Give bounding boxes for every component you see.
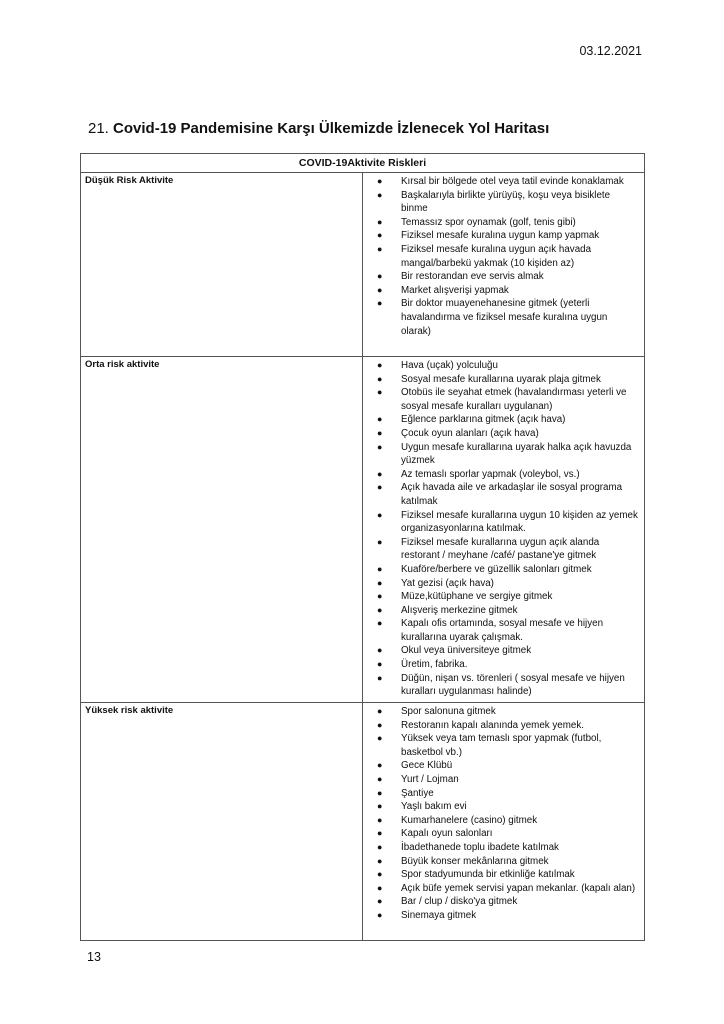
activity-text: Çocuk oyun alanları (açık hava) — [401, 427, 539, 439]
activity-text: Market alışverişi yapmak — [401, 284, 509, 296]
bullet-icon: ● — [377, 509, 383, 520]
activity-text: Üretim, fabrika. — [401, 659, 468, 671]
bullet-icon: ● — [377, 373, 383, 384]
list-item — [363, 509, 644, 536]
bullet-icon: ● — [377, 760, 383, 771]
activity-text: Büyük konser mekânlarına gitmek — [401, 855, 549, 867]
list-item — [363, 882, 644, 896]
activity-text: Fiziksel mesafe kurallarına uygun açık alanda restorant / meyhane /café/ pastane'ye gitmek — [401, 536, 600, 562]
table-caption: COVID-19Aktivite Riskleri — [81, 154, 645, 173]
list-item — [363, 827, 644, 841]
list-item — [363, 705, 644, 719]
activity-list-cell — [363, 173, 645, 357]
activity-text: Spor salonuna gitmek — [401, 706, 496, 717]
activity-text: Açık havada aile ve arkadaşlar ile sosyal programa katılmak — [401, 482, 623, 507]
bullet-icon: ● — [377, 841, 383, 852]
list-item — [363, 441, 644, 468]
list-item — [363, 386, 644, 413]
bullet-icon: ● — [377, 869, 383, 880]
activity-text: Kuaföre/berbere ve güzellik salonları gitmek — [401, 563, 592, 575]
bullet-icon: ● — [377, 828, 383, 839]
list-item — [363, 427, 644, 441]
list-item — [363, 658, 644, 672]
bullet-icon: ● — [377, 672, 383, 683]
list-item — [363, 536, 644, 563]
list-item — [363, 644, 644, 658]
bullet-icon: ● — [377, 909, 383, 920]
activity-risk-table — [80, 153, 645, 941]
list-item — [363, 617, 644, 644]
bullet-icon: ● — [377, 706, 383, 716]
bullet-icon: ● — [377, 298, 383, 309]
activity-text: Müze,kütüphane ve sergiye gitmek — [401, 591, 553, 603]
activity-text: Hava (uçak) yolculuğu — [401, 360, 498, 371]
list-item — [363, 189, 644, 216]
list-item — [363, 732, 644, 759]
bullet-icon: ● — [377, 271, 383, 282]
bullet-icon: ● — [377, 787, 383, 798]
bullet-icon: ● — [377, 536, 383, 547]
list-item — [363, 787, 644, 801]
list-item — [363, 577, 644, 591]
page-number: 13 — [87, 950, 101, 964]
bullet-icon: ● — [377, 604, 383, 615]
activity-text: Fiziksel mesafe kuralına uygun açık havada mangal/barbekü yakmak (10 kişiden az) — [401, 243, 592, 269]
list-item — [363, 284, 644, 298]
list-item — [363, 297, 644, 338]
bullet-icon: ● — [377, 563, 383, 574]
activity-text: Temassız spor oynamak (golf, tenis gibi) — [401, 216, 576, 228]
activity-text: Yat gezisi (açık hava) — [401, 577, 494, 589]
list-item — [363, 373, 644, 387]
list-item — [363, 468, 644, 482]
bullet-icon: ● — [377, 814, 383, 825]
activity-list-cell — [363, 703, 645, 941]
activity-text: Restoranın kapalı alanında yemek yemek. — [401, 719, 584, 731]
list-item — [363, 909, 644, 923]
activity-list-cell — [363, 357, 645, 703]
activity-text: Şantiye — [401, 787, 434, 799]
list-item — [363, 270, 644, 284]
activity-text: Açık büfe yemek servisi yapan mekanlar. (kapalı alan) — [401, 882, 636, 894]
list-item — [363, 868, 644, 882]
bullet-icon: ● — [377, 659, 383, 670]
activity-text: Yüksek veya tam temaslı spor yapmak (futbol, basketbol vb.) — [401, 733, 602, 758]
bullet-icon: ● — [377, 441, 383, 452]
bullet-icon: ● — [377, 855, 383, 866]
activity-text: Kapalı ofis ortamında, sosyal mesafe ve hijyen kurallarına uyarak çalışmak. — [401, 618, 604, 643]
activity-text: Kırsal bir bölgede otel veya tatil evinde konaklamak — [401, 176, 624, 187]
activity-text: Gece Klübü — [401, 760, 453, 772]
activity-text: Az temaslı sporlar yapmak (voleybol, vs.) — [401, 468, 580, 480]
activity-list — [363, 359, 644, 699]
activity-text: Başkalarıyla birlikte yürüyüş, koşu veya bisiklete binme — [401, 189, 611, 215]
bullet-icon: ● — [377, 387, 383, 398]
activity-text: Kumarhanelere (casino) gitmek — [401, 814, 538, 826]
activity-text: Yurt / Lojman — [401, 773, 459, 785]
list-item — [363, 413, 644, 427]
section-number: 21. — [88, 120, 109, 137]
bullet-icon: ● — [377, 645, 383, 656]
bullet-icon: ● — [377, 482, 383, 493]
activity-text: Bar / clup / disko'ya gitmek — [401, 896, 518, 908]
activity-text: Otobüs ile seyahat etmek (havalandırması yeterli ve sosyal mesafe kuralları uygulanan) — [401, 387, 627, 412]
risk-level-label: Düşük Risk Aktivite — [81, 173, 363, 357]
bullet-icon: ● — [377, 801, 383, 812]
document-date: 03.12.2021 — [579, 44, 642, 58]
activity-text: Fiziksel mesafe kuralına uygun kamp yapmak — [401, 230, 600, 242]
activity-text: Kapalı oyun salonları — [401, 828, 493, 840]
list-item — [363, 800, 644, 814]
list-item — [363, 841, 644, 855]
bullet-icon: ● — [377, 773, 383, 784]
bullet-icon: ● — [377, 216, 383, 227]
risk-level-label: Yüksek risk aktivite — [81, 703, 363, 941]
bullet-icon: ● — [377, 414, 383, 425]
activity-text: Bir restorandan eve servis almak — [401, 271, 544, 283]
bullet-icon: ● — [377, 618, 383, 629]
activity-text: İbadethanede toplu ibadete katılmak — [401, 841, 559, 853]
list-item — [363, 895, 644, 909]
activity-text: Eğlence parklarına gitmek (açık hava) — [401, 414, 566, 426]
bullet-icon: ● — [377, 896, 383, 907]
activity-list — [363, 175, 644, 338]
bullet-icon: ● — [377, 882, 383, 893]
list-item — [363, 359, 644, 373]
bullet-icon: ● — [377, 591, 383, 602]
list-item — [363, 719, 644, 733]
activity-text: Düğün, nişan vs. törenleri ( sosyal mesafe ve hijyen kuralları uygulanması halinde) — [401, 672, 625, 698]
activity-text: Yaşlı bakım evi — [401, 801, 467, 813]
list-item — [363, 563, 644, 577]
list-item — [363, 773, 644, 787]
activity-text: Fiziksel mesafe kurallarına uygun 10 kişiden az yemek organizasyonlarına katılmak. — [401, 509, 638, 535]
list-item — [363, 216, 644, 230]
list-item — [363, 814, 644, 828]
activity-text: Sosyal mesafe kurallarına uyarak plaja gitmek — [401, 373, 601, 385]
table-row-high-risk — [81, 703, 645, 941]
bullet-icon: ● — [377, 468, 383, 479]
activity-text: Uygun mesafe kurallarına uyarak halka açık havuzda yüzmek — [401, 441, 632, 467]
bullet-icon: ● — [377, 360, 383, 370]
bullet-icon: ● — [377, 284, 383, 295]
bullet-icon: ● — [377, 176, 383, 186]
activity-text: Bir doktor muayenehanesine gitmek (yeterli havalandırma ve fiziksel mesafe kuralına uygun olarak) — [401, 298, 608, 337]
activity-text: Sinemaya gitmek — [401, 909, 477, 921]
bullet-icon: ● — [377, 243, 383, 254]
list-item — [363, 590, 644, 604]
list-item — [363, 604, 644, 618]
list-item — [363, 759, 644, 773]
activity-text: Spor stadyumunda bir etkinliğe katılmak — [401, 869, 575, 881]
bullet-icon: ● — [377, 733, 383, 744]
list-item — [363, 481, 644, 508]
list-item — [363, 855, 644, 869]
bullet-icon: ● — [377, 427, 383, 438]
section-heading — [88, 120, 549, 137]
bullet-icon: ● — [377, 719, 383, 730]
activity-text: Okul veya üniversiteye gitmek — [401, 645, 532, 657]
list-item — [363, 672, 644, 699]
risk-level-label: Orta risk aktivite — [81, 357, 363, 703]
list-item — [363, 243, 644, 270]
activity-text: Alışveriş merkezine gitmek — [401, 604, 518, 616]
section-title: Covid-19 Pandemisine Karşı Ülkemizde İzlenecek Yol Haritası — [113, 120, 550, 137]
table-row-medium-risk — [81, 357, 645, 703]
bullet-icon: ● — [377, 230, 383, 241]
activity-list — [363, 705, 644, 923]
list-item — [363, 175, 644, 189]
bullet-icon: ● — [377, 577, 383, 588]
table-row-low-risk — [81, 173, 645, 357]
bullet-icon: ● — [377, 189, 383, 200]
list-item — [363, 229, 644, 243]
